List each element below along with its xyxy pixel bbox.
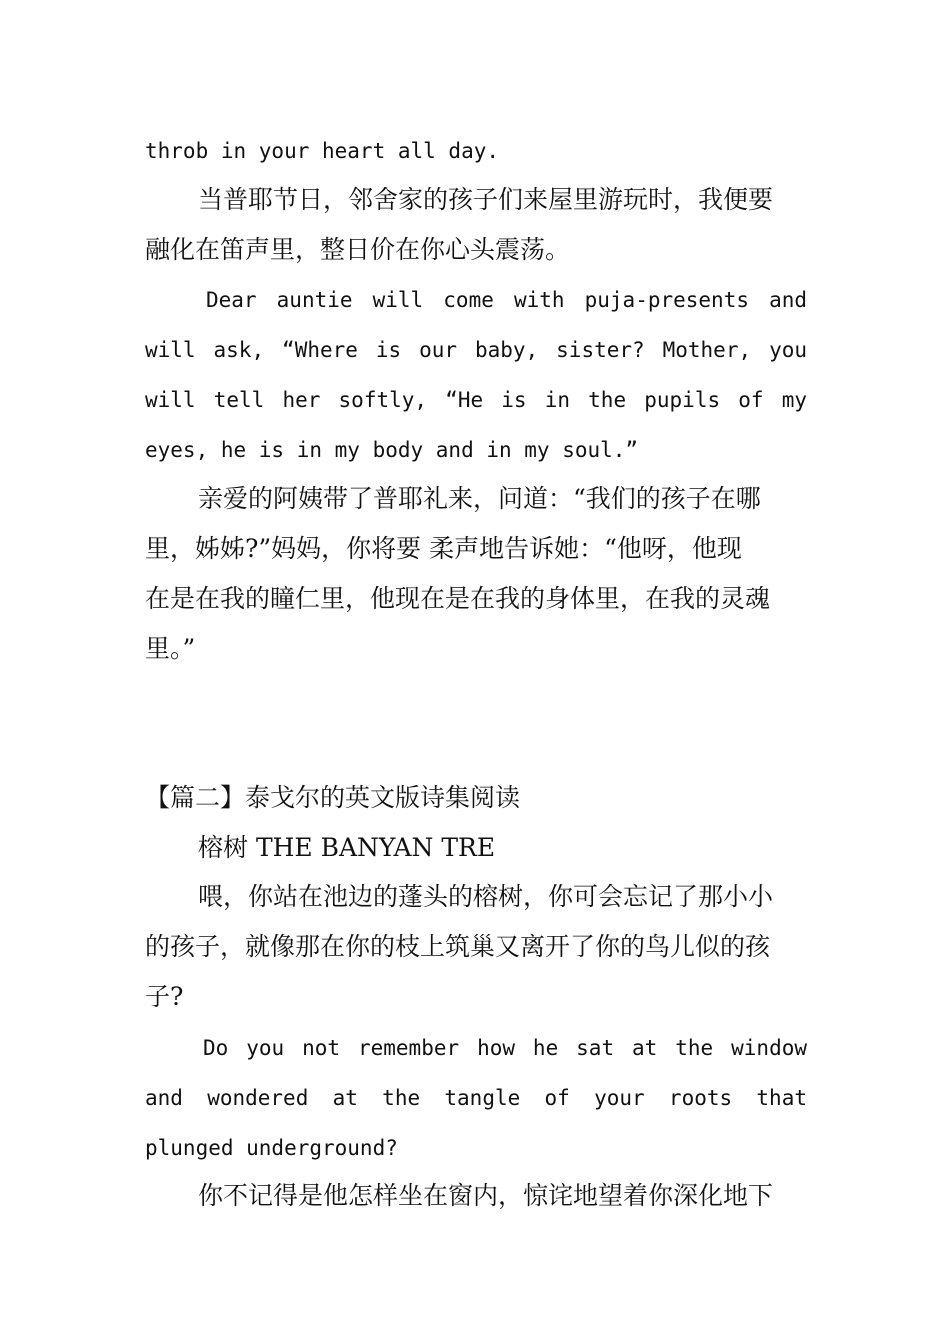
chinese-text-line: 的孩子，就像那在你的枝上筑巢又离开了你的鸟儿似的孩 xyxy=(145,932,771,961)
chinese-text-line: 在是在我的瞳仁里，他现在是在我的身体里，在我的灵魂 xyxy=(145,584,771,613)
english-text-line: will ask, “Where is our baby, sister? Mother, you xyxy=(145,338,807,362)
chinese-text-line: 子? xyxy=(145,982,184,1011)
english-text-line: plunged underground? xyxy=(145,1136,398,1160)
chinese-text-line: 里。” xyxy=(145,634,196,663)
chinese-text-line: 你不记得是他怎样坐在窗内，惊诧地望着你深化地下 xyxy=(198,1181,774,1210)
poem-title: 榕树 THE BANYAN TRE xyxy=(198,833,496,862)
chinese-text-line: 当普耶节日，邻舍家的孩子们来屋里游玩时，我便要 xyxy=(198,185,774,214)
english-text-line: and wondered at the tangle of your roots that xyxy=(145,1086,807,1110)
chinese-text-line: 喂，你站在池边的蓬头的榕树，你可会忘记了那小小 xyxy=(198,882,774,911)
english-text-line: will tell her softly, “He is in the pupils of my xyxy=(145,388,807,412)
section-heading: 【篇二】泰戈尔的英文版诗集阅读 xyxy=(145,783,521,812)
english-text-line: Do you not remember how he sat at the window xyxy=(203,1036,807,1060)
english-text-line: eyes, he is in my body and in my soul.” xyxy=(145,438,639,462)
chinese-text-line: 里，姊姊?”妈妈，你将要 柔声地告诉她：“他呀，他现 xyxy=(145,534,742,563)
english-text-line: throb in your heart all day. xyxy=(145,139,500,163)
english-text-line: Dear auntie will come with puja-presents and xyxy=(206,288,807,312)
chinese-text-line: 亲爱的阿姨带了普耶礼来，问道：“我们的孩子在哪 xyxy=(198,484,761,513)
chinese-text-line: 融化在笛声里，整日价在你心头震荡。 xyxy=(145,235,571,264)
